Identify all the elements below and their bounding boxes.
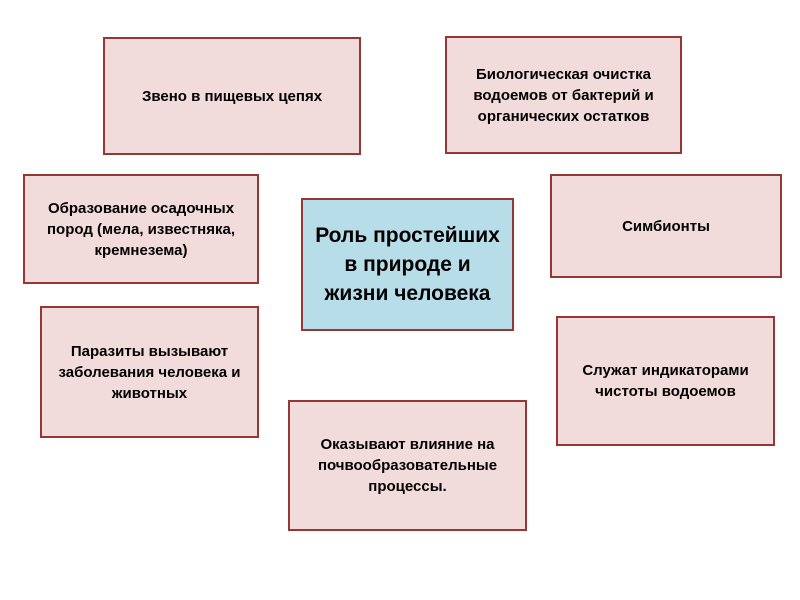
- central-topic: [301, 198, 514, 331]
- node-food-chain: [103, 37, 361, 155]
- node-soil-formation: [288, 400, 527, 531]
- node-water-indicators: [556, 316, 775, 446]
- node-food-chain-text: Звено в пищевых цепях: [141, 87, 323, 105]
- node-soil-formation-text: Оказывают влияние на почвообразовательные процессы.: [317, 436, 498, 495]
- node-biological-cleaning: [445, 36, 682, 154]
- node-biological-cleaning-text: Биологическая очистка водоемов от бактерий и органических остатков: [473, 65, 654, 125]
- node-symbionts-text: Симбионты: [622, 217, 710, 235]
- node-sedimentary-rocks-text: Образование осадочных пород (мела, известняка, кремнезема): [46, 199, 236, 259]
- node-parasites-text: Паразиты вызывают заболевания человека и животных: [58, 342, 241, 402]
- central-topic-text: Роль простейших в природе и жизни человека: [315, 224, 500, 305]
- node-water-indicators-text: Служат индикаторами чистоты водоемов: [582, 362, 749, 400]
- node-symbionts: [550, 174, 782, 278]
- node-sedimentary-rocks: [23, 174, 259, 284]
- node-parasites: [40, 306, 259, 438]
